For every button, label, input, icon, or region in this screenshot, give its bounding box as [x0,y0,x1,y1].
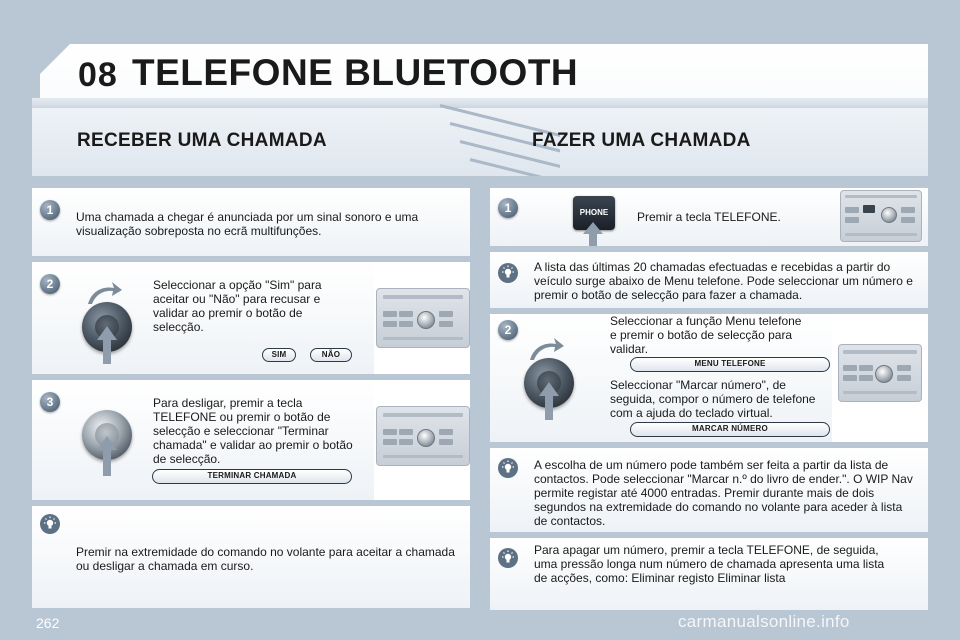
console-thumbnail [376,288,470,348]
lightbulb-icon [498,548,518,568]
right-tip1-text: A lista das últimas 20 chamadas efectuadas e recebidas a partir do veículo surge abaixo de Menu telefone. Pode seleccionar um número e premir o botão de selecção para fazer a chamada. [534,260,913,302]
step-badge: 2 [40,274,60,294]
left-tip-text: Premir na extremidade do comando no volante para aceitar a chamada ou desligar a chamada em curso. [76,545,455,573]
chapter-number: 08 [78,56,118,94]
console-thumbnail [840,190,922,242]
step-badge: 1 [40,200,60,220]
page-number: 262 [36,615,60,631]
marcar-numero-button[interactable]: MARCAR NÚMERO [630,422,830,437]
left-step3-text: Para desligar, premir a tecla TELEFONE ou premir o botão de selecção e seleccionar "Terminar chamada" e validar ao premir o botão de selecção. [153,396,353,466]
terminar-chamada-button[interactable]: TERMINAR CHAMADA [152,469,352,484]
right-step1-text: Premir a tecla TELEFONE. [637,210,781,224]
watermark: carmanualsonline.info [678,612,850,631]
press-arrow-icon [539,382,559,420]
step-badge: 1 [498,198,518,218]
left-section-title: RECEBER UMA CHAMADA [77,130,327,151]
selector-knob-graphic [516,336,586,422]
press-arrow-icon [97,436,117,476]
console-thumbnail [376,406,470,466]
chapter-title: TELEFONE BLUETOOTH [132,52,579,93]
lightbulb-icon [498,458,518,478]
left-step1-text: Uma chamada a chegar é anunciada por um sinal sonoro e uma visualização sobreposta no ecrã multifunções. [76,210,419,238]
step-badge: 3 [40,392,60,412]
press-arrow-icon [583,222,603,246]
nao-button[interactable]: NÃO [310,348,352,362]
selector-knob-graphic [74,394,144,480]
lightbulb-icon [40,514,60,534]
right-step2-text-b: Seleccionar "Marcar número", de seguida, compor o número de telefone com a ajuda do teclado virtual. [610,378,816,420]
right-tip3-text: Para apagar um número, premir a tecla TELEFONE, de seguida, uma pressão longa num número de chamada apresenta uma lista de acções, como: Eliminar registo Eliminar lista [534,543,885,585]
sim-button[interactable]: SIM [262,348,296,362]
right-tip2-text: A escolha de um número pode também ser feita a partir da lista de contactos. Pode seleccionar "Marcar n.º do livro de ender.". O WIP Nav permite registar até 4000 entradas. Premir durante mais de dois segundos na extremidade do comando no volante para aceder à lista de contactos. [534,458,913,528]
step-badge: 2 [498,320,518,340]
right-step2-text-a: Seleccionar a função Menu telefone e premir o botão de selecção para validar. [610,314,802,356]
selector-knob-graphic [74,280,144,366]
menu-telefone-button[interactable]: MENU TELEFONE [630,357,830,372]
phone-key-button[interactable]: PHONE [573,196,615,230]
console-thumbnail [838,344,922,402]
left-step2-text: Seleccionar a opção "Sim" para aceitar ou "Não" para recusar e validar ao premir o botão de selecção. [153,278,322,334]
right-section-title: FAZER UMA CHAMADA [532,130,751,151]
lightbulb-icon [498,263,518,283]
header-corner [32,44,70,82]
press-arrow-icon [97,326,117,364]
